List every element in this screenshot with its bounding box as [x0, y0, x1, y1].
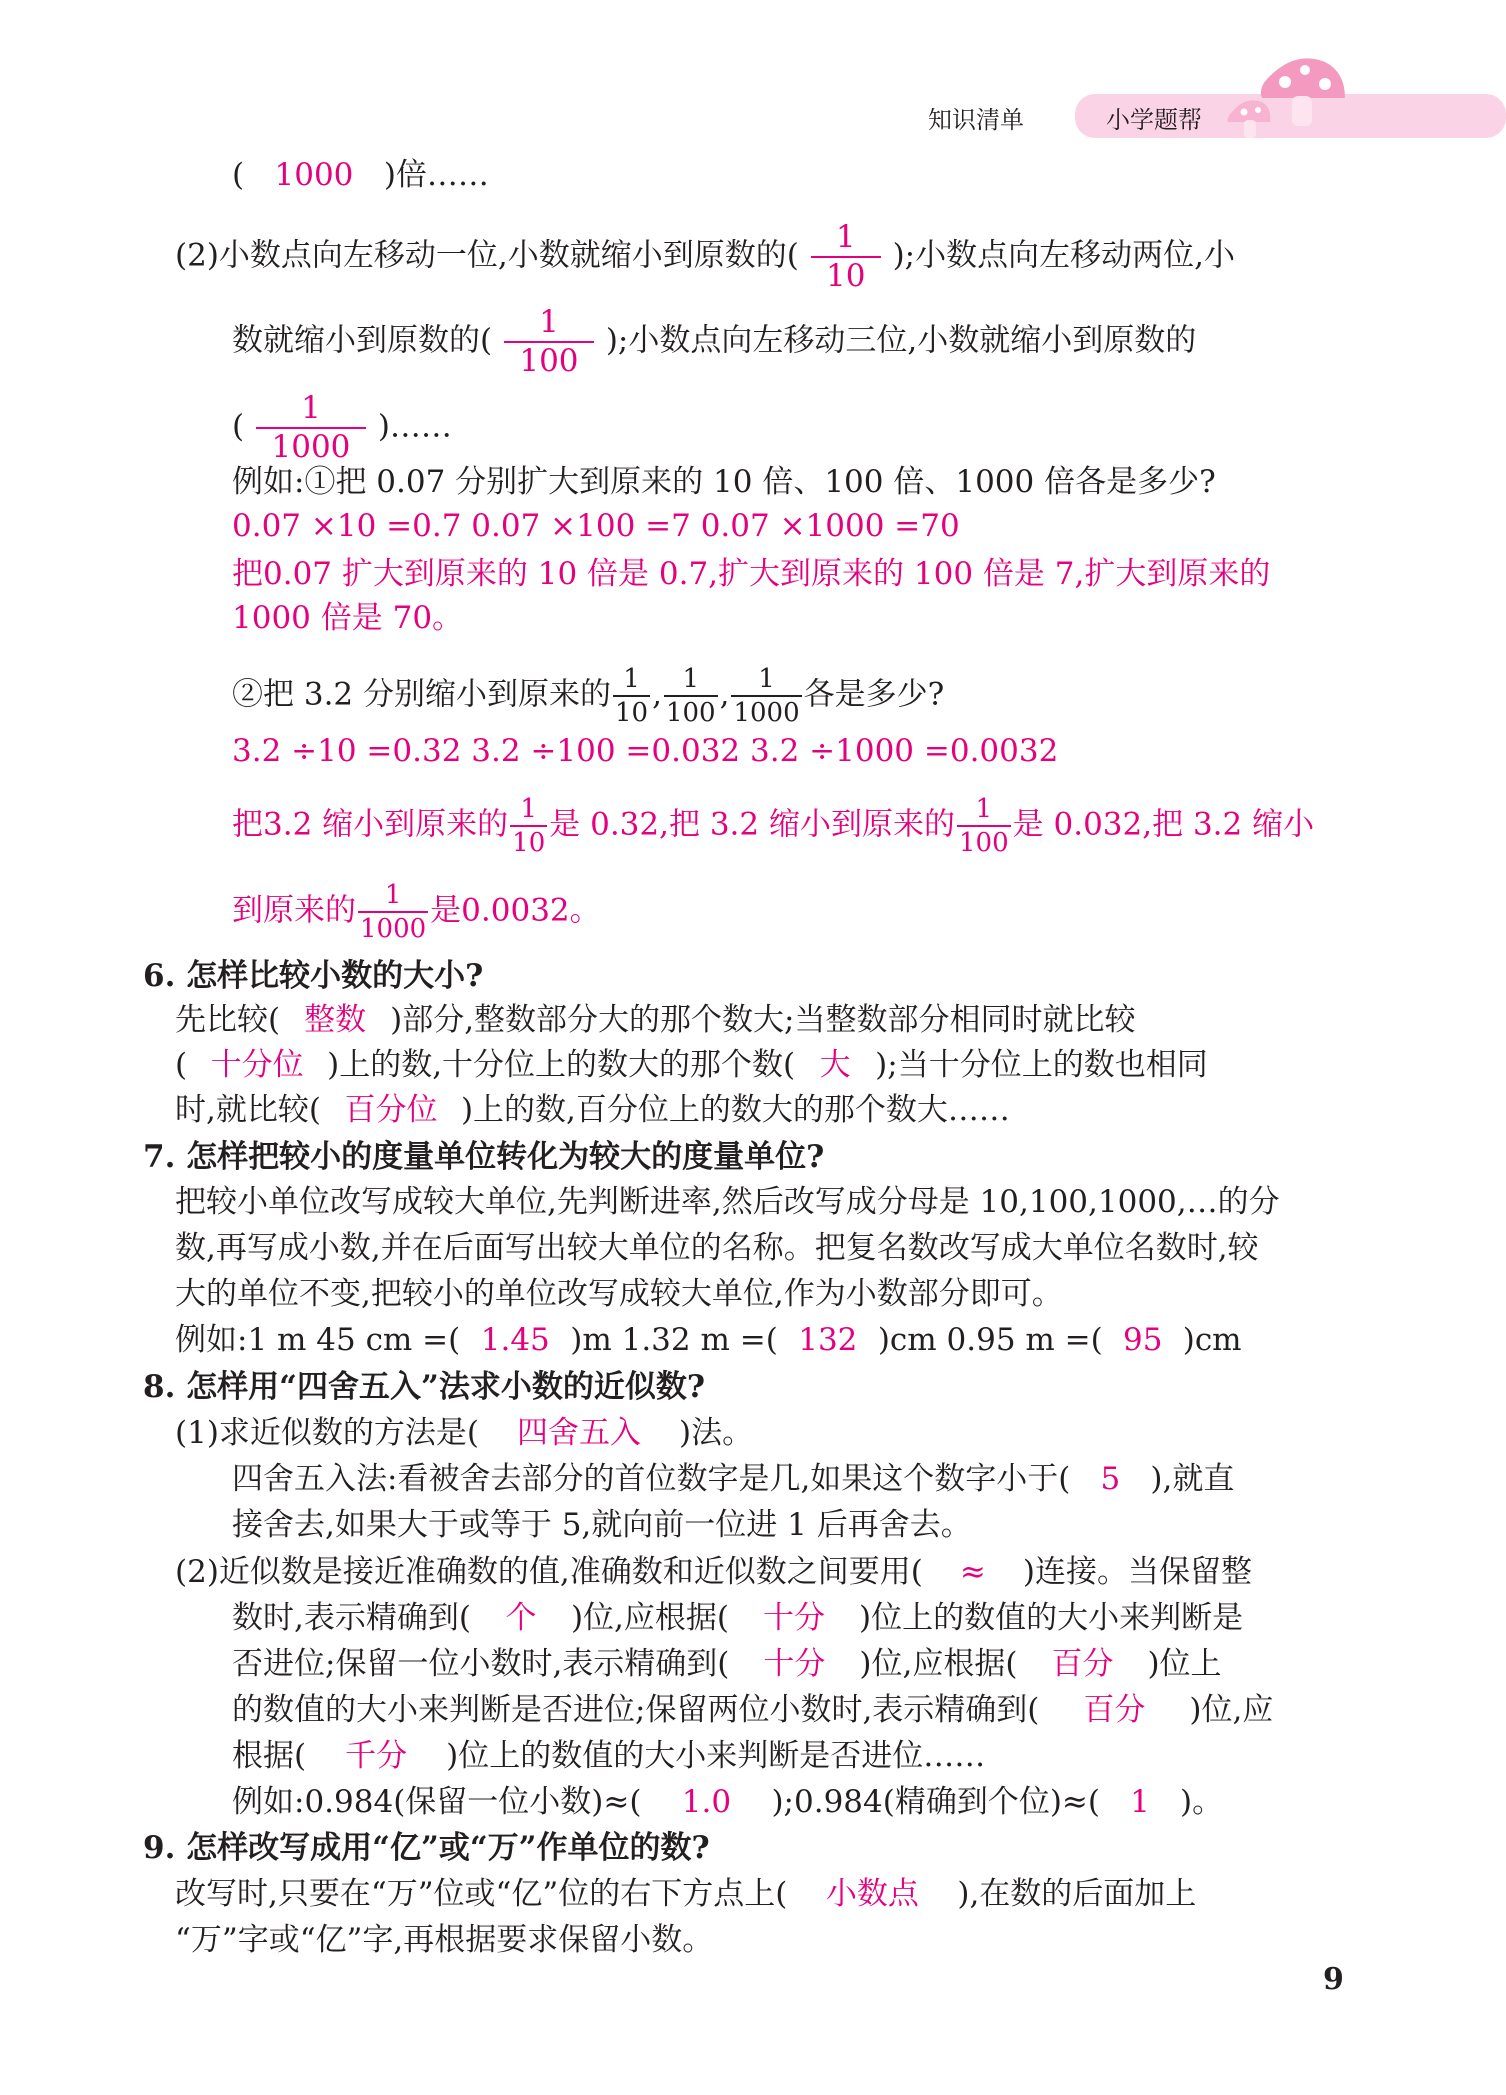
point2-line2: 数就缩小到原数的( $\frac{1}{100}$ );小数点向左移动三位,小数就缩小到原数的: [232, 304, 1197, 379]
example1-answer-line2: 1000 倍是 70。: [232, 600, 464, 636]
answer-blank: 整数: [304, 1002, 367, 1038]
answer-blank: 1.45: [480, 1322, 550, 1358]
answer-blank: 百分位: [344, 1092, 438, 1128]
question6-line2: ( 十分位 )上的数,十分位上的数大的那个数( 大 );当十分位上的数也相同: [175, 1047, 1208, 1083]
question9-line2: “万”字或“亿”字,再根据要求保留小数。: [175, 1922, 714, 1958]
fraction: $\frac{1}{100}$: [959, 794, 1009, 858]
question7-line2: 数,再写成小数,并在后面写出较大单位的名称。把复名数改写成大单位名数时,较: [175, 1230, 1259, 1266]
question7-example: 例如:1 m 45 cm =( 1.45 )m 1.32 m =( 132 )cm 0.95 m =( 95 )cm: [175, 1322, 1242, 1358]
answer-fraction: $\frac{1}{1000}$: [256, 393, 366, 463]
answer-blank: 十分位: [210, 1047, 304, 1083]
fraction: $\frac{1}{10}$: [615, 664, 649, 728]
question7-line1: 把较小单位改写成较大单位,先判断进率,然后改写成分母是 10,100,1000,…的分: [175, 1184, 1280, 1220]
question7-title: 7. 怎样把较小的度量单位转化为较大的度量单位?: [143, 1139, 825, 1175]
answer-blank: 1000: [274, 157, 354, 193]
top-continuation-line: ( 1000 )倍……: [232, 157, 489, 193]
question8-point2-line2: 数时,表示精确到( 个 )位,应根据( 十分 )位上的数值的大小来判断是: [232, 1600, 1244, 1636]
answer-blank: 十分: [763, 1600, 825, 1636]
question8-point1-line1: (1)求近似数的方法是( 四舍五入 )法。: [175, 1415, 754, 1451]
question8-point1-line3: 接舍去,如果大于或等于 5,就向前一位进 1 后再舍去。: [232, 1507, 972, 1543]
fraction: $\frac{1}{100}$: [665, 664, 716, 728]
question8-point1-line2: 四舍五入法:看被舍去部分的首位数字是几,如果这个数字小于( 5 ),就直: [232, 1461, 1235, 1497]
question7-line3: 大的单位不变,把较小的单位改写成较大单位,作为小数部分即可。: [175, 1276, 1063, 1312]
example2-question: ②把 3.2 分别缩小到原来的 $\frac{1}{10}$ , $\frac{1}{100}$ , $\frac{1}{1000}$ 各是多少?: [232, 664, 945, 728]
example1-question: 例如:①把 0.07 分别扩大到原来的 10 倍、100 倍、1000 倍各是多少?: [232, 464, 1216, 500]
point2-line3: ( $\frac{1}{1000}$ )……: [232, 390, 452, 465]
answer-blank: 5: [1100, 1461, 1121, 1497]
question8-title: 8. 怎样用“四舍五入”法求小数的近似数?: [143, 1369, 705, 1405]
fraction: $\frac{1}{1000}$: [733, 664, 800, 728]
answer-blank: 百分: [1051, 1646, 1114, 1682]
question9-line1: 改写时,只要在“万”位或“亿”位的右下方点上( 小数点 ),在数的后面加上: [175, 1876, 1197, 1912]
answer-blank: 十分: [763, 1646, 826, 1682]
question8-point2-line5: 根据( 千分 )位上的数值的大小来判断是否进位……: [232, 1738, 986, 1774]
example1-answer-line1: 把0.07 扩大到原来的 10 倍是 0.7,扩大到原来的 100 倍是 7,扩大到原来的: [232, 556, 1271, 592]
example2-answer-line1: 把3.2 缩小到原来的 $\frac{1}{10}$ 是 0.32,把 3.2 缩小到原来的 $\frac{1}{100}$ 是 0.032,把 3.2 缩小: [232, 794, 1315, 858]
answer-blank: 个: [505, 1600, 537, 1636]
point2-line1: (2)小数点向左移动一位,小数就缩小到原数的( $\frac{1}{10}$ );小数点向左移动两位,小: [175, 219, 1235, 294]
question8-example: 例如:0.984(保留一位小数)≈( 1.0 );0.984(精确到个位)≈( 1 )。: [232, 1784, 1224, 1820]
answer-blank: 千分: [345, 1738, 408, 1774]
question8-point2-line4: 的数值的大小来判断是否进位;保留两位小数时,表示精确到( 百分 )位,应: [232, 1692, 1274, 1728]
question6-title: 6. 怎样比较小数的大小?: [143, 958, 484, 994]
header-brand-title: 小学题帮: [1106, 106, 1202, 134]
answer-blank: 132: [798, 1322, 858, 1358]
page-number: 9: [1323, 1962, 1344, 1997]
header-section-title: 知识清单: [928, 106, 1024, 134]
question8-point2-line3: 否进位;保留一位小数时,表示精确到( 十分 )位,应根据( 百分 )位上: [232, 1646, 1222, 1682]
answer-fraction: $\frac{1}{10}$: [811, 222, 881, 292]
example1-calculation: 0.07 ×10 =0.7 0.07 ×100 =7 0.07 ×1000 =70: [232, 508, 960, 544]
answer-fraction: $\frac{1}{100}$: [504, 307, 594, 377]
answer-blank: 1: [1130, 1784, 1150, 1820]
fraction: $\frac{1}{10}$: [512, 794, 546, 858]
question6-line1: 先比较( 整数 )部分,整数部分大的那个数大;当整数部分相同时就比较: [175, 1002, 1136, 1038]
question9-title: 9. 怎样改写成用“亿”或“万”作单位的数?: [143, 1830, 710, 1866]
question8-point2-line1: (2)近似数是接近准确数的值,准确数和近似数之间要用( ≈ )连接。当保留整: [175, 1554, 1252, 1590]
answer-blank: 四舍五入: [517, 1415, 642, 1451]
answer-blank: 95: [1122, 1322, 1163, 1358]
answer-blank: 大: [819, 1047, 851, 1083]
answer-blank: 百分: [1083, 1692, 1146, 1728]
answer-blank: 1.0: [681, 1784, 732, 1820]
fraction: $\frac{1}{1000}$: [360, 880, 427, 944]
question6-line3: 时,就比较( 百分位 )上的数,百分位上的数大的那个数大……: [175, 1092, 1010, 1128]
example2-answer-line2: 到原来的 $\frac{1}{1000}$ 是0.0032。: [232, 880, 601, 944]
answer-blank: ≈: [959, 1554, 986, 1590]
example2-calculation: 3.2 ÷10 =0.32 3.2 ÷100 =0.032 3.2 ÷1000 =0.0032: [232, 733, 1059, 769]
header-decoration: [0, 0, 1506, 160]
answer-blank: 小数点: [825, 1876, 919, 1912]
